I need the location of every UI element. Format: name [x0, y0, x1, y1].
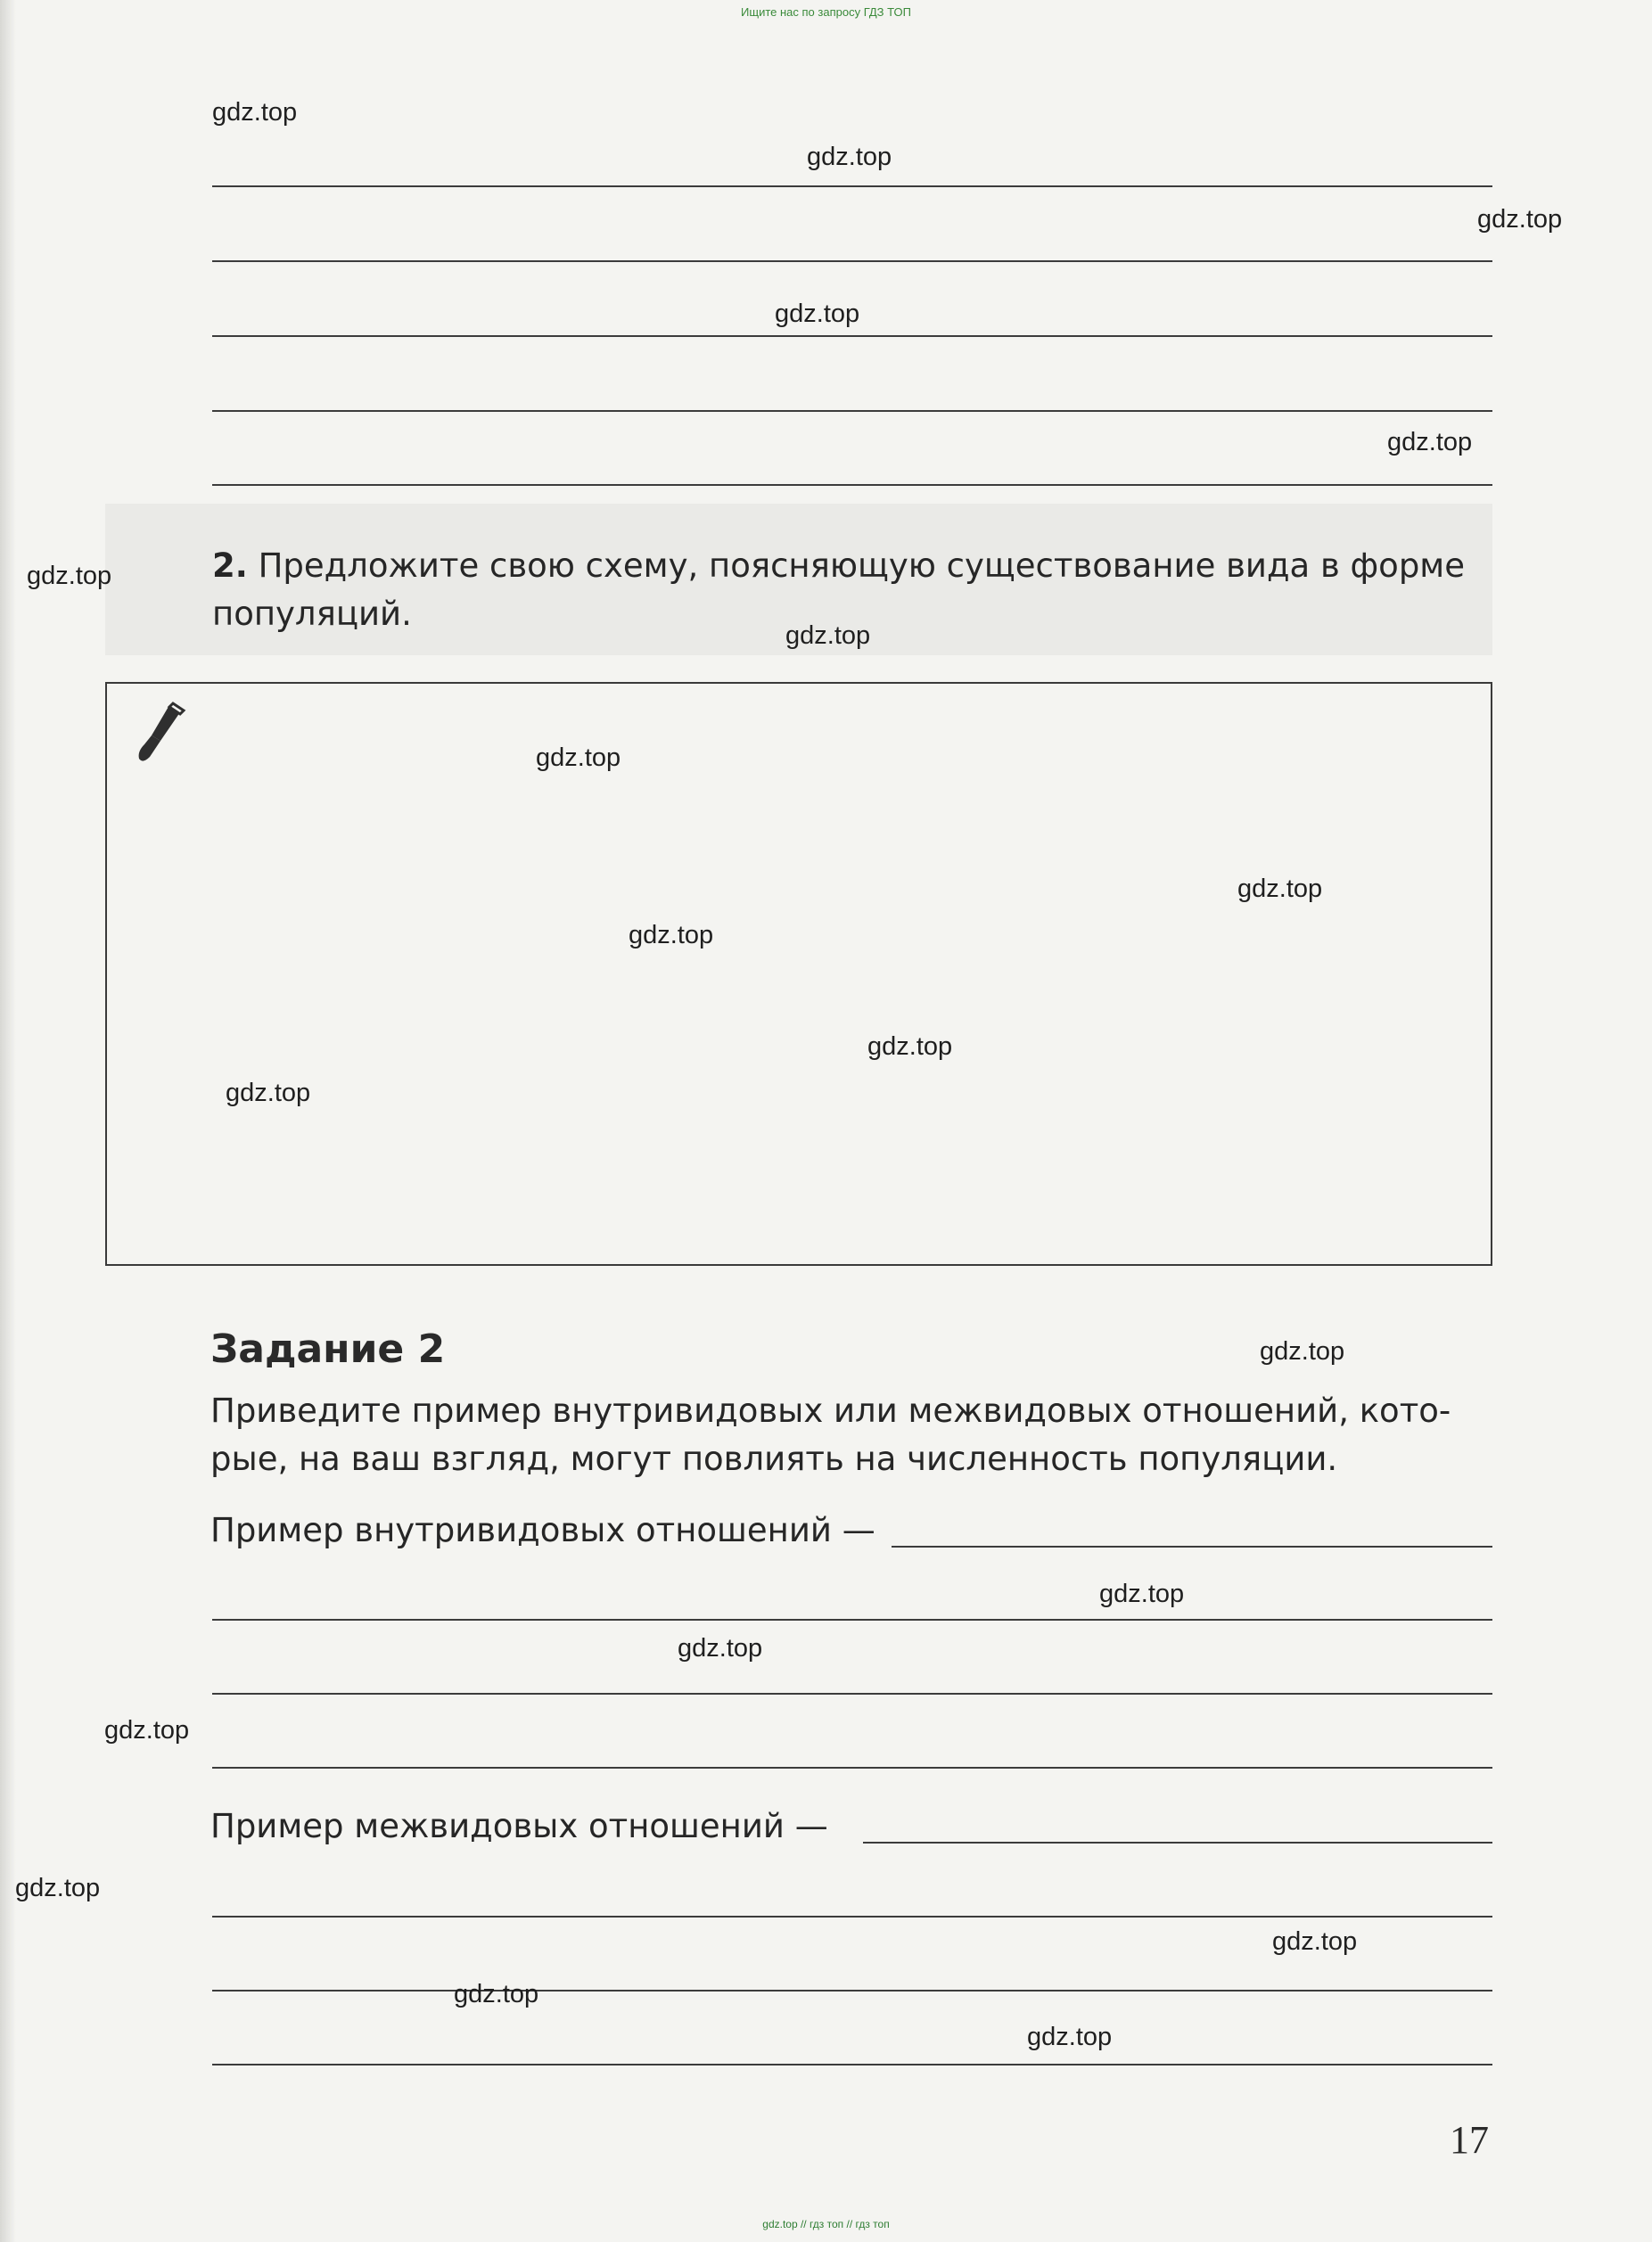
- intraspecific-label: Пример внутривидовых отношений —: [210, 1511, 875, 1549]
- answer-line: [212, 260, 1492, 262]
- watermark-text: gdz.top: [775, 300, 860, 328]
- watermark-text: gdz.top: [1237, 875, 1323, 903]
- watermark-text: gdz.top: [678, 1634, 763, 1663]
- answer-line[interactable]: [212, 1767, 1492, 1769]
- page-edge-shadow: [0, 0, 16, 2242]
- interspecific-answer-line[interactable]: [863, 1842, 1492, 1844]
- answer-line[interactable]: [212, 2064, 1492, 2065]
- watermark-text: gdz.top: [1099, 1580, 1185, 1608]
- answer-line[interactable]: [212, 1619, 1492, 1621]
- watermark-text: gdz.top: [104, 1716, 190, 1745]
- answer-line: [212, 410, 1492, 412]
- task-text-line2: популяций.: [212, 595, 412, 633]
- paintbrush-icon: [134, 702, 187, 766]
- answer-line[interactable]: [212, 1916, 1492, 1918]
- intraspecific-answer-line[interactable]: [892, 1546, 1492, 1548]
- watermark-text: gdz.top: [807, 143, 892, 171]
- task-text-line1: Предложите свою схему, поясняющую существование вида в форме: [258, 546, 1465, 585]
- zadanie-2-text: [210, 1387, 1499, 1483]
- watermark-text: gdz.top: [1387, 428, 1473, 456]
- header-note: Ищите нас по запросу ГДЗ ТОП: [741, 5, 911, 19]
- answer-line: [212, 185, 1492, 187]
- zadanie-2-title: Задание 2: [210, 1326, 446, 1372]
- watermark-text: gdz.top: [454, 1980, 539, 2008]
- watermark-text: gdz.top: [536, 743, 621, 772]
- answer-line: [212, 484, 1492, 486]
- watermark-text: gdz.top: [226, 1079, 311, 1107]
- zadanie-2-line2: рые, на ваш взгляд, могут повлиять на численность популяции.: [210, 1440, 1338, 1478]
- answer-line[interactable]: [212, 1990, 1492, 1992]
- watermark-text: gdz.top: [212, 98, 298, 127]
- watermark-text: gdz.top: [1260, 1337, 1345, 1366]
- scheme-drawing-box[interactable]: [105, 682, 1492, 1266]
- watermark-text: gdz.top: [1272, 1927, 1358, 1956]
- watermark-text: gdz.top: [867, 1032, 953, 1061]
- answer-line[interactable]: [212, 1693, 1492, 1695]
- footer-note: gdz.top // гдз топ // гдз топ: [762, 2218, 890, 2230]
- task-number: 2.: [212, 546, 248, 585]
- watermark-text: gdz.top: [785, 621, 871, 650]
- watermark-text: gdz.top: [1027, 2023, 1113, 2051]
- watermark-text: gdz.top: [27, 562, 112, 590]
- watermark-text: gdz.top: [1477, 205, 1563, 234]
- answer-line: [212, 335, 1492, 337]
- zadanie-2-line1: Приведите пример внутривидовых или межвидовых отношений, кото-: [210, 1392, 1451, 1430]
- page-number: 17: [1450, 2118, 1489, 2162]
- interspecific-label: Пример межвидовых отношений —: [210, 1807, 828, 1845]
- watermark-text: gdz.top: [629, 921, 714, 949]
- watermark-text: gdz.top: [15, 1874, 101, 1902]
